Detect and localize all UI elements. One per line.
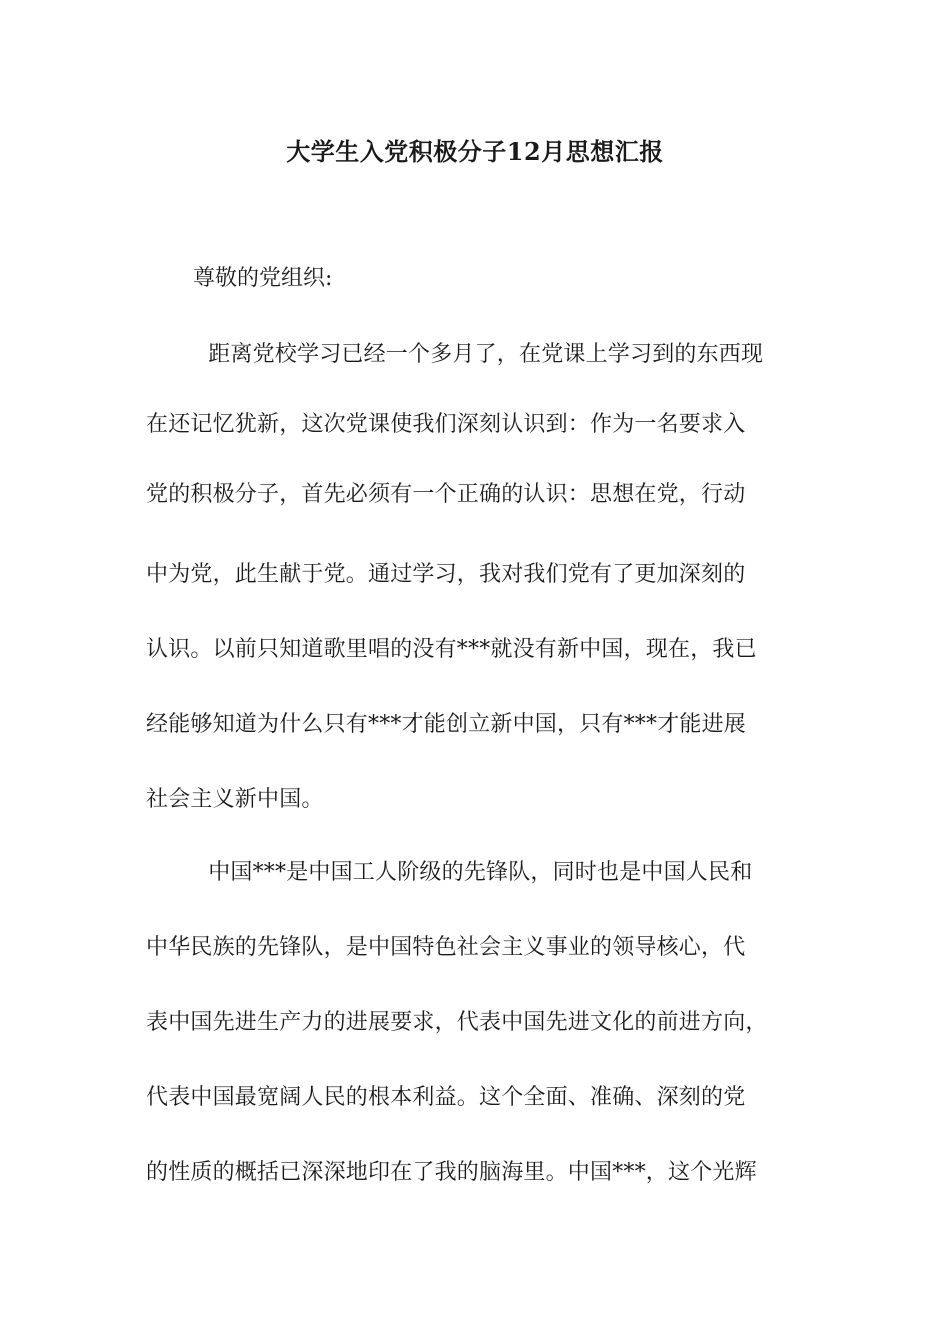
paragraph-line: 的性质的概括已深深地印在了我的脑海里。中国***，这个光辉: [146, 1160, 757, 1185]
paragraph-line: 中华民族的先锋队，是中国特色社会主义事业的领导核心，代: [146, 935, 746, 960]
paragraph-line: 距离党校学习已经一个多月了，在党课上学习到的东西现: [186, 342, 764, 367]
document-title: 大学生入党积极分子12月思想汇报: [286, 137, 664, 166]
paragraph-line: 认识。以前只知道歌里唱的没有***就没有新中国，现在，我已: [146, 637, 757, 662]
paragraph-line: 中国***是中国工人阶级的先锋队，同时也是中国人民和: [186, 860, 753, 885]
paragraph-line: 中为党，此生献于党。通过学习，我对我们党有了更加深刻的: [146, 562, 746, 587]
paragraph-line: 社会主义新中国。: [146, 787, 324, 812]
paragraph-line: 在还记忆犹新，这次党课使我们深刻认识到：作为一名要求入: [146, 412, 746, 437]
paragraph-line: 经能够知道为什么只有***才能创立新中国，只有***才能进展: [146, 712, 747, 737]
paragraph-line: 代表中国最宽阔人民的根本利益。这个全面、准确、深刻的党: [146, 1085, 746, 1110]
paragraph-line: 表中国先进生产力的进展要求，代表中国先进文化的前进方向，: [146, 1010, 768, 1035]
paragraph-line: 党的积极分子，首先必须有一个正确的认识：思想在党，行动: [146, 482, 746, 507]
salutation: 尊敬的党组织:: [193, 266, 333, 291]
